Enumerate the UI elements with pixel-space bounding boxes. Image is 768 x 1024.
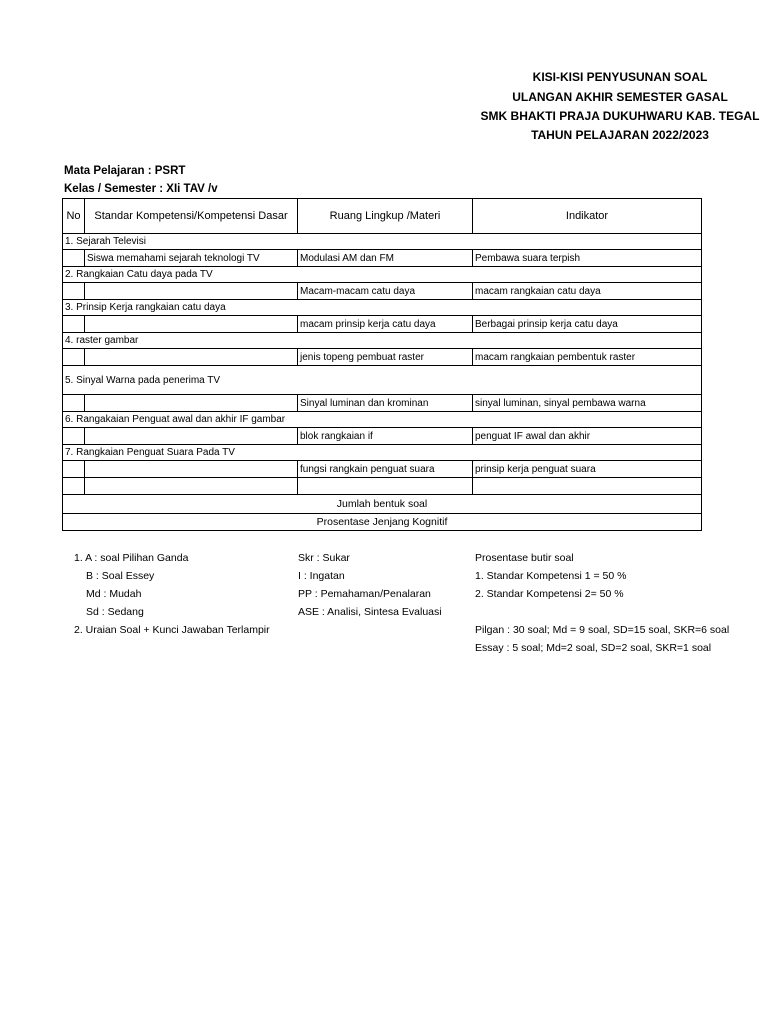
cell-no (63, 316, 85, 333)
cell-no (63, 349, 85, 366)
cell-indikator: prinsip kerja penguat suara (473, 461, 702, 478)
cell-materi: Modulasi AM dan FM (298, 250, 473, 267)
table-row (63, 316, 702, 333)
note-prosentase-butir: Prosentase butir soal (475, 552, 574, 564)
header-materi: Ruang Lingkup /Materi (298, 199, 473, 234)
section-row (63, 234, 702, 250)
prosentase-jenjang-kognitif: Prosentase Jenjang Kognitif (63, 514, 702, 531)
header-no: No (63, 199, 85, 234)
academic-year: TAHUN PELAJARAN 2022/2023 (531, 128, 709, 142)
header-standar-kompetensi: Standar Kompetensi/Kompetensi Dasar (85, 199, 298, 234)
cell-kd (85, 316, 298, 333)
kisi-kisi-table (62, 198, 702, 531)
note-essay: Essay : 5 soal; Md=2 soal, SD=2 soal, SKR=1 soal (475, 642, 712, 654)
cell-kd: Siswa memahami sejarah teknologi TV (85, 250, 298, 267)
class-semester-label: Kelas / Semester : XIi TAV /v (64, 183, 218, 195)
section-title: 1. Sejarah Televisi (63, 234, 702, 250)
section-title: 6. Rangakaian Penguat awal dan akhir IF gambar (63, 412, 702, 428)
note-mudah: Md : Mudah (86, 588, 142, 600)
cell-kd (85, 283, 298, 300)
section-row (63, 333, 702, 349)
school-name: SMK BHAKTI PRAJA DUKUHWARU KAB. TEGAL (480, 109, 760, 123)
cell-indikator: macam rangkaian catu daya (473, 283, 702, 300)
header-indikator: Indikator (473, 199, 702, 234)
note-essey: B : Soal Essey (86, 570, 155, 582)
cell-indikator: sinyal luminan, sinyal pembawa warna (473, 395, 702, 412)
section-row (63, 445, 702, 461)
note-sk2: 2. Standar Kompetensi 2= 50 % (475, 588, 624, 600)
section-row (63, 412, 702, 428)
table-row (63, 395, 702, 412)
note-pemahaman: PP : Pemahaman/Penalaran (298, 588, 431, 600)
cell-no (63, 395, 85, 412)
subject-label: Mata Pelajaran : PSRT (64, 165, 186, 177)
jumlah-bentuk-soal: Jumlah bentuk soal (63, 495, 702, 514)
document-subtitle: ULANGAN AKHIR SEMESTER GASAL (512, 90, 728, 104)
table-row (63, 461, 702, 478)
cell-kd (85, 395, 298, 412)
section-title: 3. Prinsip Kerja rangkaian catu daya (63, 300, 702, 316)
section-title: 4. raster gambar (63, 333, 702, 349)
cell-materi: blok rangkaian if (298, 428, 473, 445)
note-sukar: Skr : Sukar (298, 552, 350, 564)
table-row (63, 283, 702, 300)
section-row (63, 267, 702, 283)
cell-no (63, 250, 85, 267)
table-row (63, 428, 702, 445)
cell-materi: fungsi rangkain penguat suara (298, 461, 473, 478)
table-header-row (63, 199, 702, 234)
summary-row (63, 495, 702, 514)
section-row (63, 366, 702, 395)
cell-kd (85, 349, 298, 366)
table-row (63, 349, 702, 366)
cell-no (63, 461, 85, 478)
cell-kd (85, 461, 298, 478)
cell-materi: macam prinsip kerja catu daya (298, 316, 473, 333)
note-uraian: 2. Uraian Soal + Kunci Jawaban Terlampir (74, 624, 270, 636)
section-row (63, 300, 702, 316)
section-title: 2. Rangkaian Catu daya pada TV (63, 267, 702, 283)
cell-indikator: Berbagai prinsip kerja catu daya (473, 316, 702, 333)
document-title: KISI-KISI PENYUSUNAN SOAL (532, 70, 708, 84)
cell-indikator: macam rangkaian pembentuk raster (473, 349, 702, 366)
section-title: 5. Sinyal Warna pada penerima TV (63, 366, 702, 395)
cell-indikator: penguat IF awal dan akhir (473, 428, 702, 445)
table-row-empty (63, 478, 702, 495)
summary-row (63, 514, 702, 531)
cell-materi: Macam-macam catu daya (298, 283, 473, 300)
note-ingatan: I : Ingatan (298, 570, 345, 582)
note-ase: ASE : Analisi, Sintesa Evaluasi (298, 606, 442, 618)
cell-materi: jenis topeng pembuat raster (298, 349, 473, 366)
note-pilihan-ganda: 1. A : soal Pilihan Ganda (74, 552, 189, 564)
cell-no (63, 428, 85, 445)
table-row (63, 250, 702, 267)
note-pilgan: Pilgan : 30 soal; Md = 9 soal, SD=15 soal, SKR=6 soal (475, 624, 730, 636)
cell-indikator: Pembawa suara terpish (473, 250, 702, 267)
note-sk1: 1. Standar Kompetensi 1 = 50 % (475, 570, 627, 582)
cell-kd (85, 428, 298, 445)
section-title: 7. Rangkaian Penguat Suara Pada TV (63, 445, 702, 461)
cell-no (63, 283, 85, 300)
note-sedang: Sd : Sedang (86, 606, 144, 618)
cell-materi: Sinyal luminan dan krominan (298, 395, 473, 412)
